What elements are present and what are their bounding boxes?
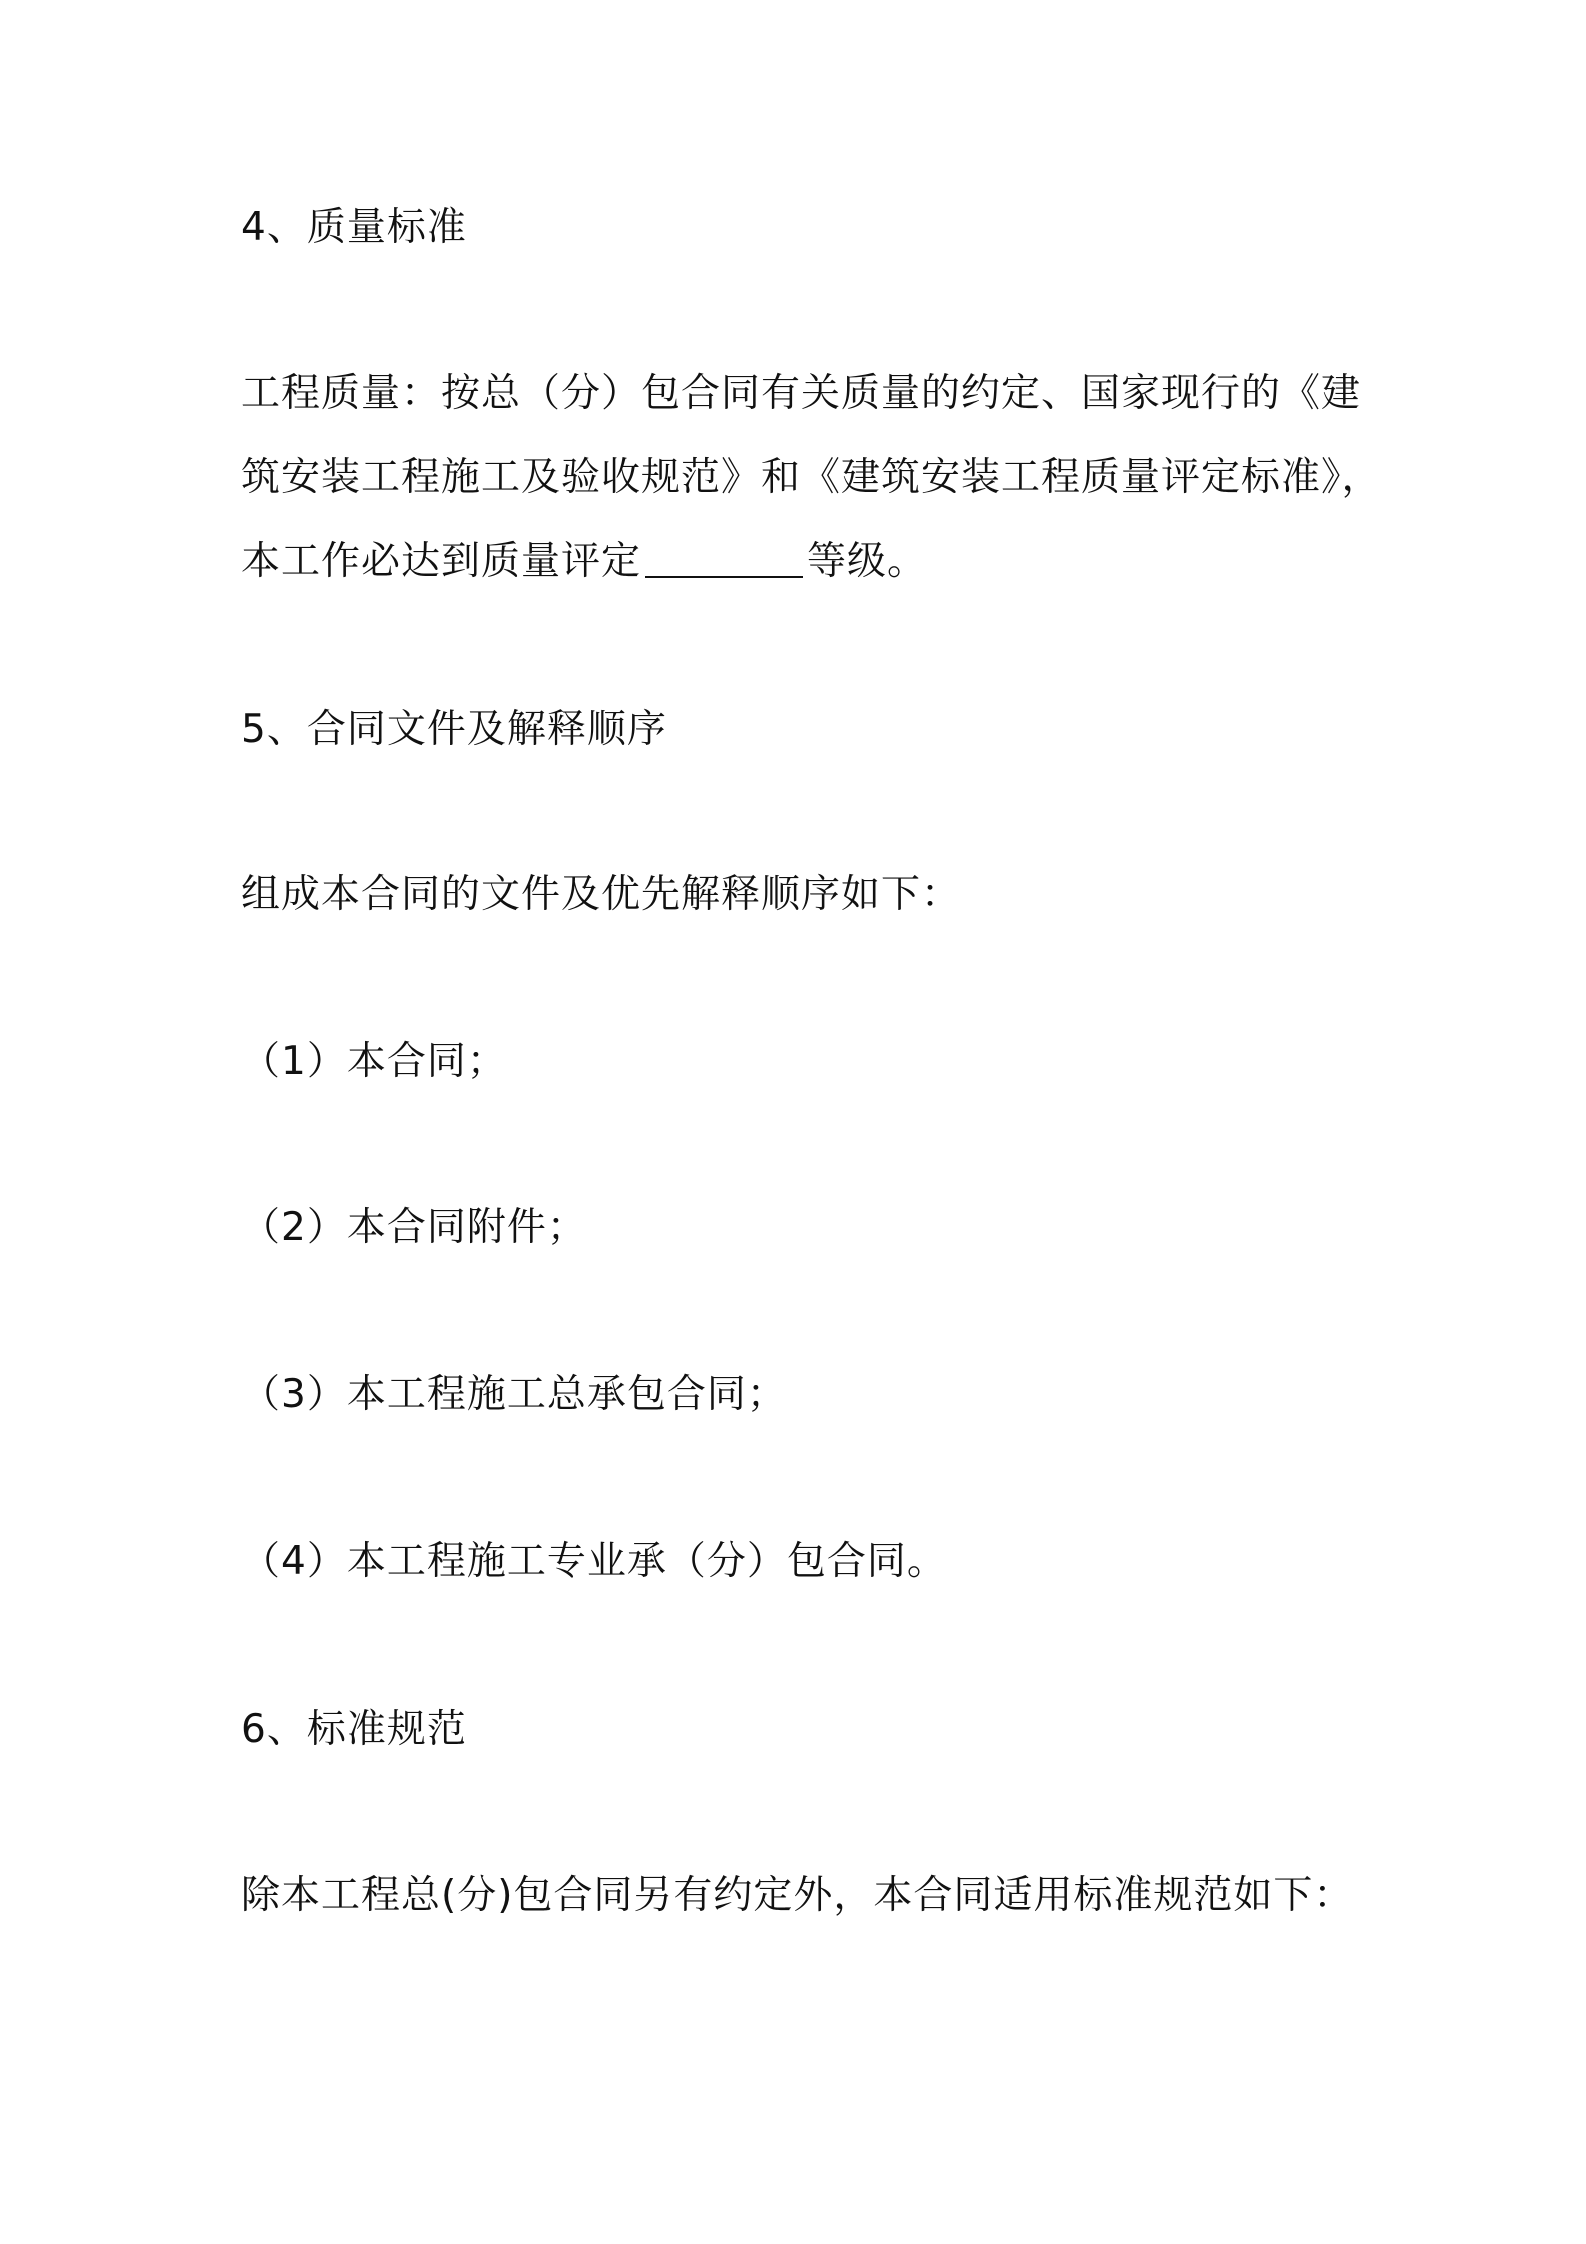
section-heading-quality: 4、质量标准 xyxy=(241,205,467,250)
quality-line-3-after: 等级。 xyxy=(807,539,928,584)
quality-paragraph-line-1: 工程质量：按总（分）包合同有关质量的约定、国家现行的《建 xyxy=(241,371,1362,416)
standards-paragraph: 除本工程总(分)包合同另有约定外，本合同适用标准规范如下： xyxy=(241,1873,1354,1918)
list-item: （2）本合同附件； xyxy=(241,1205,587,1250)
contract-docs-intro: 组成本合同的文件及优先解释顺序如下： xyxy=(241,872,962,917)
list-item: （3）本工程施工总承包合同； xyxy=(241,1372,787,1417)
fill-in-blank xyxy=(645,536,803,578)
section-heading-contract-docs: 5、合同文件及解释顺序 xyxy=(241,707,667,752)
quality-paragraph-line-3 xyxy=(241,534,927,590)
list-item: （1）本合同； xyxy=(241,1039,507,1084)
quality-line-3-before: 本工作必达到质量评定 xyxy=(241,539,642,584)
quality-paragraph-line-2: 筑安装工程施工及验收规范》和《建筑安装工程质量评定标准》， xyxy=(241,455,1382,500)
list-item: （4）本工程施工专业承（分）包合同。 xyxy=(241,1539,947,1584)
section-heading-standards: 6、标准规范 xyxy=(241,1707,467,1752)
